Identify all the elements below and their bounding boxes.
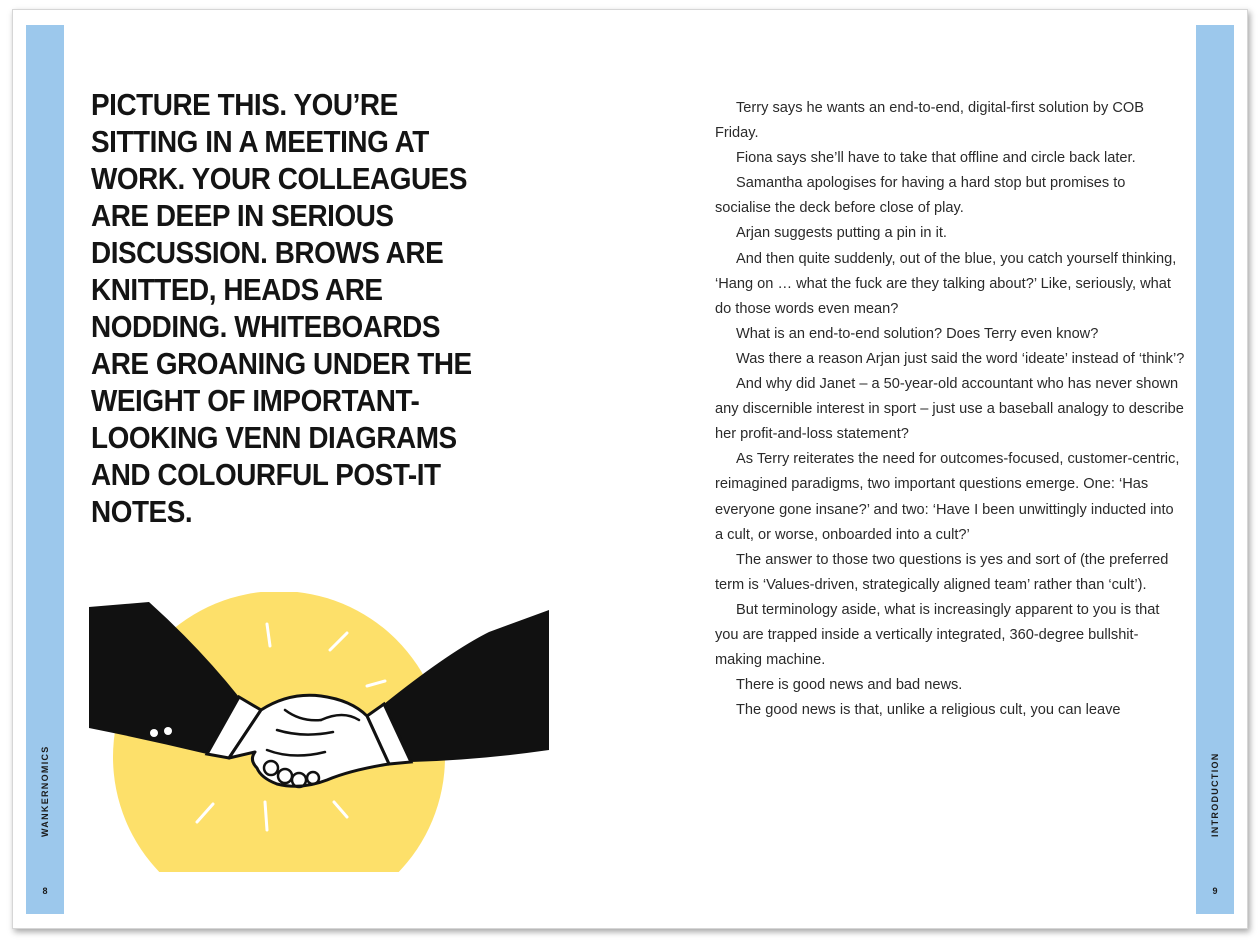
paragraph: And why did Janet – a 50-year-old accountant who has never shown any discernible interest in sport – just use a baseball analogy to describe her profit-and-loss statement? [715,376,1184,443]
right-margin-strip [1196,25,1234,914]
paragraph: The good news is that, unlike a religious cult, you can leave [736,702,1121,719]
book-spread [12,9,1248,929]
paragraph: Samantha apologises for having a hard stop but promises to socialise the deck before close of play. [715,175,1126,217]
paragraph: Was there a reason Arjan just said the word ‘ideate’ instead of ‘think’? [736,350,1185,367]
paragraph: There is good news and bad news. [736,677,963,694]
running-head-left: WANKERNOMICS [40,745,50,837]
paragraph: Terry says he wants an end-to-end, digital-first solution by COB Friday. [715,100,1144,142]
page-number-right: 9 [1212,886,1218,896]
right-sleeve [384,610,549,762]
paragraph: As Terry reiterates the need for outcomes-focused, customer-centric, reimagined paradigms, two important questions emerge. One: ‘Has everyone gone insane?’ and two: ‘Have I been unwittingly inducted into a cult, or worse, onboarded into a cult?’ [715,451,1180,543]
page-headline: PICTURE THIS. YOU’RE SITTING IN A MEETING AT WORK. YOUR COLLEAGUES ARE DEEP IN SERIOUS DISCUSSION. BROWS ARE KNITTED, HEADS ARE NODDING. WHITEBOARDS ARE GROANING UNDER THE WEIGHT OF IMPORTANT-LOOKING VENN DIAGRAMS AND COLOURFUL POST-IT NOTES. [91,87,472,529]
handshake-illustration [89,592,551,872]
page-number-left: 8 [42,886,48,896]
paragraph: Arjan suggests putting a pin in it. [736,225,947,242]
body-text [715,96,1185,723]
left-margin-strip [26,25,64,914]
running-head-right: INTRODUCTION [1210,752,1220,837]
paragraph: What is an end-to-end solution? Does Terry even know? [736,325,1099,342]
paragraph: And then quite suddenly, out of the blue, you catch yourself thinking, ‘Hang on … what the fuck are they talking about?’ Like, seriously, what do those words even mean? [715,250,1177,317]
paragraph: But terminology aside, what is increasingly apparent to you is that you are trapped inside a vertically integrated, 360-degree bullshit-making machine. [715,601,1160,669]
paragraph: The answer to those two questions is yes and sort of (the preferred term is ‘Values-driven, strategically aligned team’ rather than ‘cult’). [715,551,1169,593]
paragraph: Fiona says she’ll have to take that offline and circle back later. [736,150,1136,167]
